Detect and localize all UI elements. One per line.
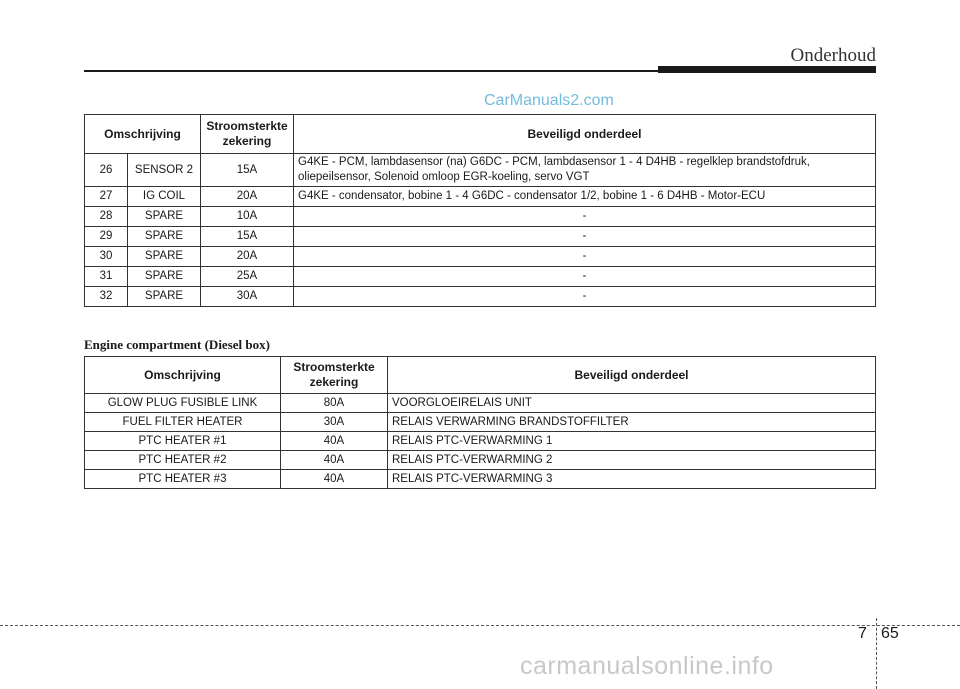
fuse-rating: 30A	[201, 287, 294, 307]
fuse-name: SENSOR 2	[128, 154, 201, 187]
fuse-protected-component: -	[294, 227, 876, 247]
fuse-protected-component: -	[294, 267, 876, 287]
table-row	[85, 413, 876, 432]
fuse-rating: 15A	[201, 154, 294, 187]
table-row	[85, 470, 876, 489]
fuse-name: SPARE	[128, 247, 201, 267]
fuse-name: SPARE	[128, 267, 201, 287]
table-row	[85, 207, 876, 227]
fuse-rating: 40A	[281, 470, 388, 489]
fuse-number: 28	[85, 207, 128, 227]
diesel-box-caption: Engine compartment (Diesel box)	[84, 337, 270, 352]
table-row	[85, 247, 876, 267]
fuse-protected-component: -	[294, 207, 876, 227]
fuse-name: SPARE	[128, 207, 201, 227]
header-description: Omschrijving	[85, 357, 281, 394]
table-row	[85, 154, 876, 187]
header-rule-accent	[658, 66, 876, 73]
page-number-divider	[876, 618, 877, 689]
fuse-number: 27	[85, 187, 128, 207]
footer-rule	[0, 625, 960, 626]
fuse-rating: 10A	[201, 207, 294, 227]
chapter-number: 7	[858, 625, 867, 642]
fuse-number: 26	[85, 154, 128, 187]
fuse-name: PTC HEATER #2	[85, 451, 281, 470]
fuse-name: FUEL FILTER HEATER	[85, 413, 281, 432]
header-protected-component: Beveiligd onderdeel	[294, 115, 876, 154]
fuse-name: PTC HEATER #3	[85, 470, 281, 489]
fuse-protected-component: RELAIS PTC-VERWARMING 3	[388, 470, 876, 489]
fuse-protected-component: VOORGLOEIRELAIS UNIT	[388, 394, 876, 413]
table-row	[85, 187, 876, 207]
table-row	[85, 227, 876, 247]
header-protected-component: Beveiligd onderdeel	[388, 357, 876, 394]
fuse-rating: 40A	[281, 451, 388, 470]
fuse-name: SPARE	[128, 227, 201, 247]
fuse-protected-component: G4KE - condensator, bobine 1 - 4 G6DC - condensator 1/2, bobine 1 - 6 D4HB - Motor-ECU	[294, 187, 876, 207]
fuse-rating: 80A	[281, 394, 388, 413]
table-row	[85, 432, 876, 451]
fuse-number: 31	[85, 267, 128, 287]
table-header-row	[85, 115, 876, 154]
table-row	[85, 394, 876, 413]
header-description: Omschrijving	[85, 115, 201, 154]
fuse-number: 29	[85, 227, 128, 247]
section-title: Onderhoud	[790, 45, 876, 66]
fuse-rating: 25A	[201, 267, 294, 287]
table-row	[85, 451, 876, 470]
fuse-protected-component: RELAIS PTC-VERWARMING 1	[388, 432, 876, 451]
table-row	[85, 267, 876, 287]
fuse-protected-component: -	[294, 247, 876, 267]
fuse-name: SPARE	[128, 287, 201, 307]
watermark-footer: carmanualsonline.info	[520, 652, 774, 680]
page-number: 65	[881, 625, 899, 642]
header-fuse-rating: Stroomsterkte zekering	[281, 357, 388, 394]
desc-line: G4KE - PCM, lambdasensor (na) G6DC - PCM, lambdasensor 1 - 4 D4HB - regelklep brandstofdruk,	[298, 156, 810, 168]
fuse-table-diesel-box	[84, 356, 876, 489]
fuse-rating: 30A	[281, 413, 388, 432]
fuse-rating: 20A	[201, 247, 294, 267]
watermark-logo: CarManuals2.com	[484, 92, 614, 109]
fuse-rating: 15A	[201, 227, 294, 247]
fuse-rating: 40A	[281, 432, 388, 451]
desc-line: oliepeilsensor, Solenoid omloop EGR-koeling, servo VGT	[298, 171, 590, 183]
fuse-name: PTC HEATER #1	[85, 432, 281, 451]
fuse-protected-component: -	[294, 287, 876, 307]
header-rule	[84, 70, 662, 72]
fuse-number: 32	[85, 287, 128, 307]
fuse-protected-component	[294, 154, 876, 187]
fuse-rating: 20A	[201, 187, 294, 207]
header-fuse-rating: Stroomsterkte zekering	[201, 115, 294, 154]
table-row	[85, 287, 876, 307]
fuse-number: 30	[85, 247, 128, 267]
fuse-protected-component: RELAIS VERWARMING BRANDSTOFFILTER	[388, 413, 876, 432]
fuse-name: GLOW PLUG FUSIBLE LINK	[85, 394, 281, 413]
table-header-row	[85, 357, 876, 394]
fuse-table-main	[84, 114, 876, 307]
fuse-protected-component: RELAIS PTC-VERWARMING 2	[388, 451, 876, 470]
fuse-name: IG COIL	[128, 187, 201, 207]
